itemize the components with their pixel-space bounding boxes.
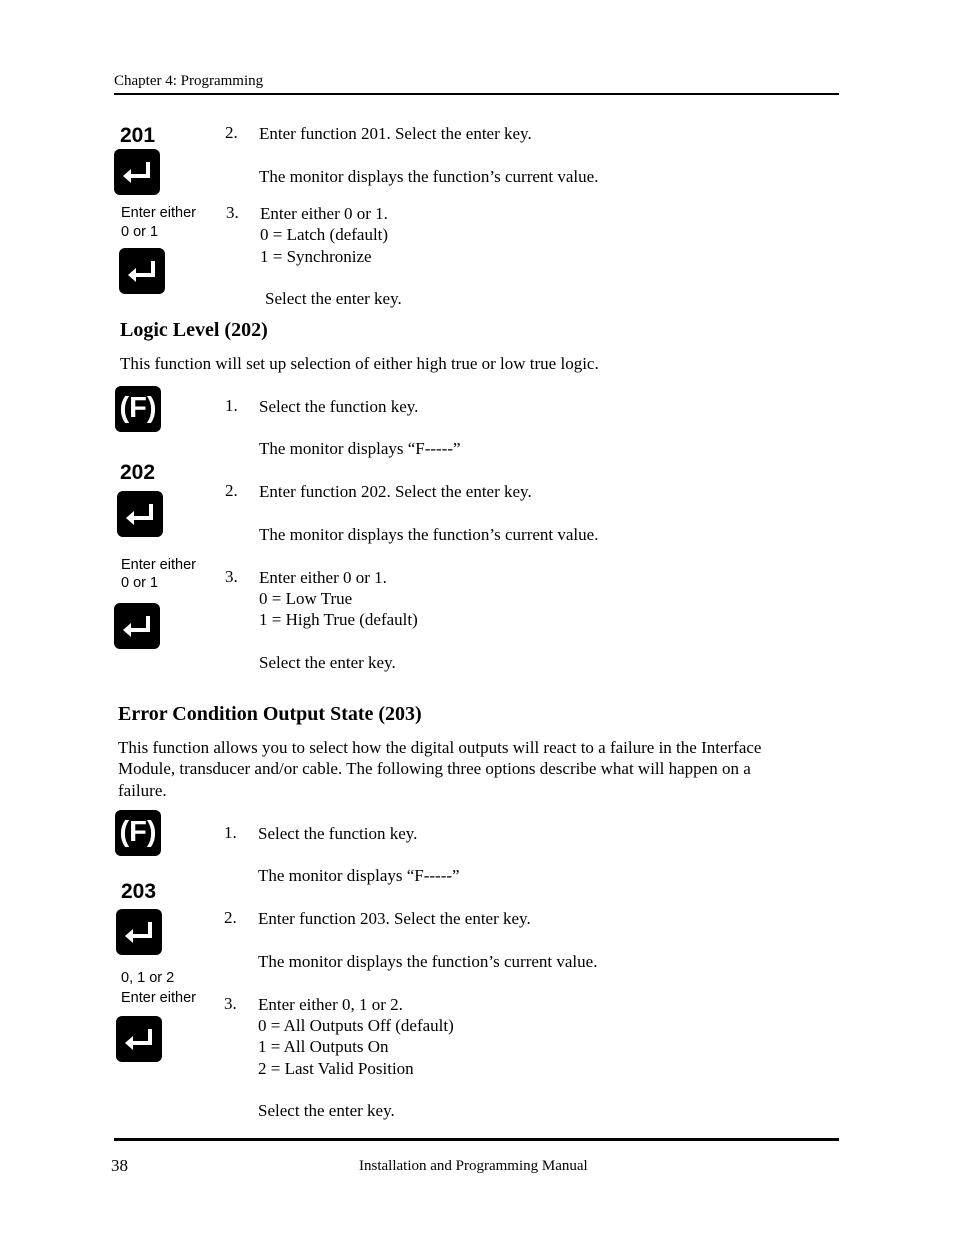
chapter-header: Chapter 4: Programming [114, 73, 264, 89]
function-code-203: 203 [121, 880, 157, 903]
step-text: Enter function 202. Select the enter key. [259, 482, 532, 501]
step-number: 2. [225, 481, 238, 500]
step-note: Select the enter key. [258, 1101, 395, 1120]
page-number: 38 [111, 1156, 128, 1175]
step-number: 3. [226, 203, 239, 222]
step-text: Select the function key. [258, 824, 418, 843]
step-number: 2. [225, 123, 238, 142]
prompt-line: Enter either [121, 990, 196, 1006]
step-note: The monitor displays the function’s current value. [258, 952, 598, 971]
step-text: Enter either 0 or 1. [259, 568, 387, 587]
step-text: Enter either 0 or 1. [260, 204, 388, 223]
prompt-line: Enter either [121, 205, 196, 221]
step-number: 3. [225, 567, 238, 586]
prompt-line: 0, 1 or 2 [121, 970, 175, 986]
section-description-line: failure. [118, 781, 167, 800]
step-number: 1. [225, 396, 238, 415]
section-description-line: This function allows you to select how the digital outputs will react to a failure in the Interface [118, 738, 762, 757]
option-line: 0 = All Outputs Off (default) [258, 1016, 454, 1035]
function-key-icon: (F) [115, 386, 161, 432]
step-note: The monitor displays “F-----” [258, 866, 460, 885]
function-code-201: 201 [120, 124, 156, 147]
option-line: 1 = All Outputs On [258, 1037, 389, 1056]
prompt-line: 0 or 1 [121, 224, 159, 240]
step-note: The monitor displays “F-----” [259, 439, 461, 458]
section-heading: Logic Level (202) [120, 319, 268, 341]
function-key-icon: (F) [115, 810, 161, 856]
section-description: This function will set up selection of either high true or low true logic. [120, 354, 599, 373]
option-line: 0 = Low True [259, 589, 353, 608]
step-number: 3. [224, 994, 237, 1013]
header-rule [114, 93, 839, 95]
step-note: The monitor displays the function’s current value. [259, 167, 599, 186]
prompt-line: Enter either [121, 557, 196, 573]
function-code-202: 202 [120, 461, 156, 484]
step-number: 1. [224, 823, 237, 842]
step-number: 2. [224, 908, 237, 927]
option-line: 2 = Last Valid Position [258, 1059, 414, 1078]
step-note: The monitor displays the function’s current value. [259, 525, 599, 544]
enter-key-icon [117, 491, 163, 537]
section-description-line: Module, transducer and/or cable. The following three options describe what will happen on a [118, 759, 751, 778]
footer-rule [114, 1138, 839, 1141]
enter-key-icon [116, 909, 162, 955]
step-text: Enter function 201. Select the enter key. [259, 124, 532, 143]
prompt-line: 0 or 1 [121, 575, 159, 591]
step-note: Select the enter key. [259, 653, 396, 672]
step-note: Select the enter key. [265, 289, 402, 308]
section-heading: Error Condition Output State (203) [118, 703, 422, 725]
footer-title: Installation and Programming Manual [359, 1158, 588, 1174]
option-line: 0 = Latch (default) [260, 225, 389, 244]
step-text: Enter either 0, 1 or 2. [258, 995, 403, 1014]
enter-key-icon [119, 248, 165, 294]
step-text: Enter function 203. Select the enter key. [258, 909, 531, 928]
enter-key-icon [114, 603, 160, 649]
step-text: Select the function key. [259, 397, 419, 416]
enter-key-icon [114, 149, 160, 195]
option-line: 1 = High True (default) [259, 610, 418, 629]
option-line: 1 = Synchronize [260, 247, 372, 266]
enter-key-icon [116, 1016, 162, 1062]
